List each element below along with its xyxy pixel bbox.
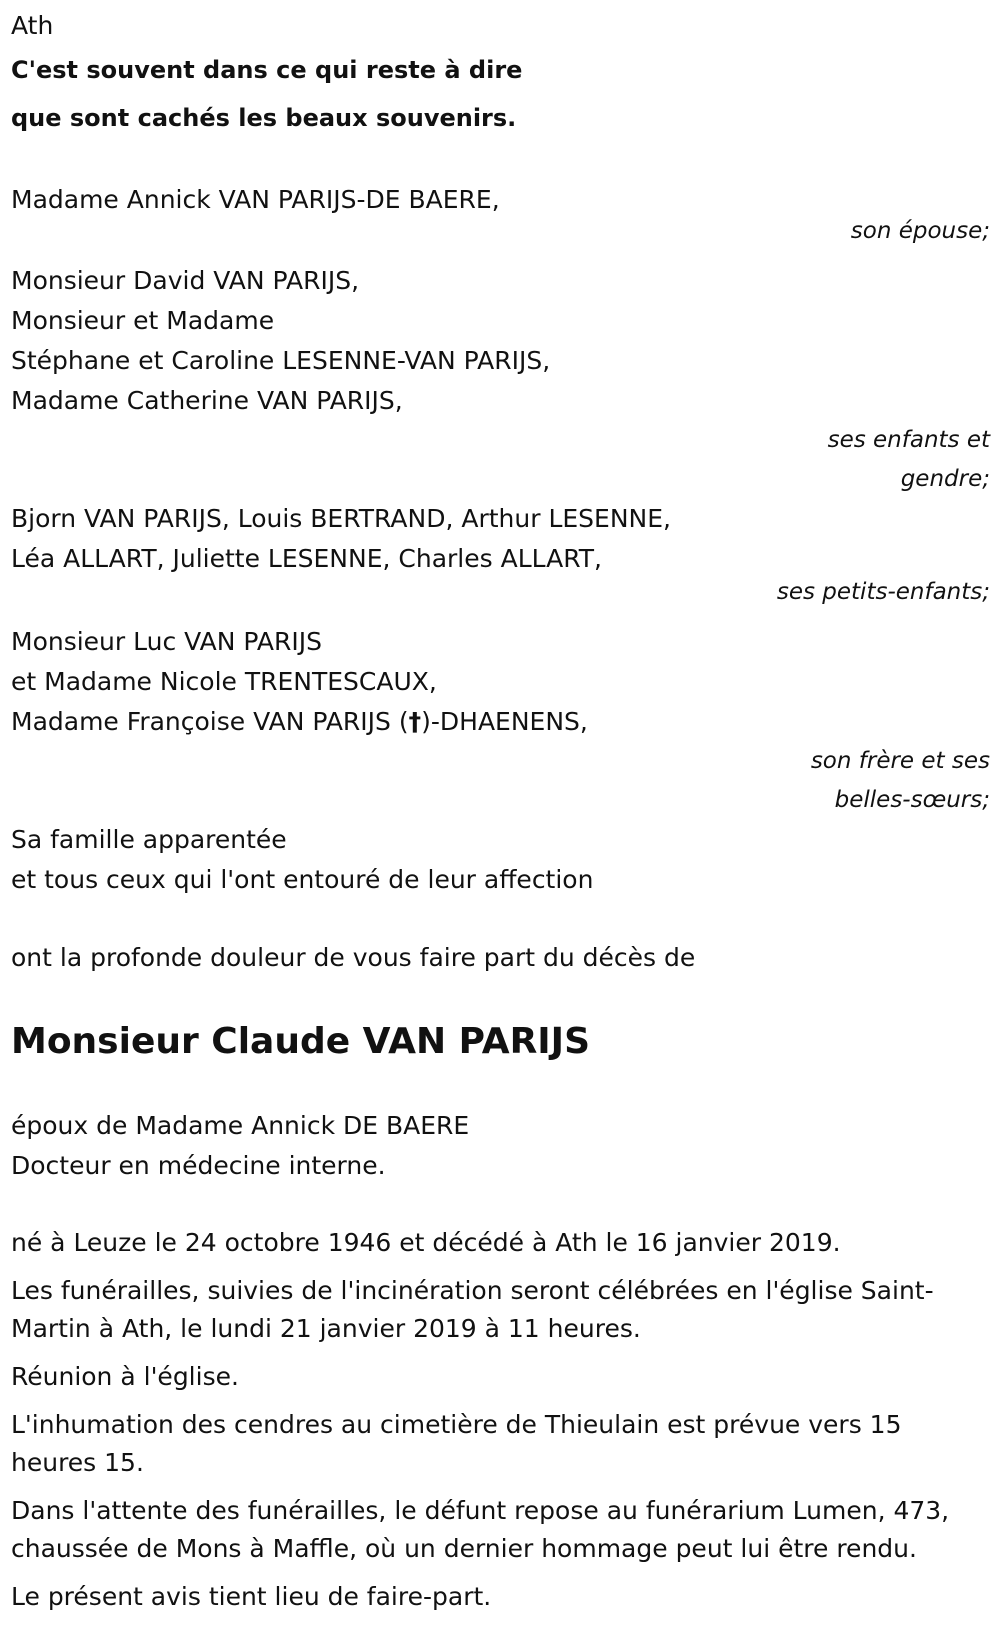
meeting-info: Réunion à l'église. — [11, 1362, 239, 1391]
grandchild-names: Bjorn VAN PARIJS, Louis BERTRAND, Arthur LESENNE, — [11, 504, 671, 533]
notice-statement: Le présent avis tient lieu de faire-part. — [11, 1582, 492, 1611]
sibling-name: Monsieur Luc VAN PARIJS — [11, 627, 322, 656]
siblings-block — [11, 622, 990, 820]
details-block — [11, 1224, 990, 1616]
burial-info: L'inhumation des cendres au cimetière de Thieulain est prévue vers 15 heures 15. — [11, 1410, 902, 1477]
deceased-profession: Docteur en médecine interne. — [11, 1151, 386, 1180]
quote-line-1: C'est souvent dans ce qui reste à dire — [11, 56, 523, 84]
spouse-role: son épouse; — [850, 218, 990, 244]
birth-death-dates: né à Leuze le 24 octobre 1946 et décédé à Ath le 16 janvier 2019. — [11, 1228, 841, 1257]
sibling-name-part: Madame Françoise VAN PARIJS ( — [11, 707, 409, 736]
quote-line-2: que sont cachés les beaux souvenirs. — [11, 104, 517, 132]
children-role-line-2: gendre; — [900, 466, 990, 492]
sibling-name-part: )-DHAENENS, — [421, 707, 588, 736]
relatives-block — [11, 820, 990, 900]
siblings-role-line-2: belles-sœurs; — [834, 787, 990, 813]
grandchild-names: Léa ALLART, Juliette LESENNE, Charles ALLART, — [11, 544, 602, 573]
children-block — [11, 261, 990, 499]
town-name: Ath — [11, 11, 54, 40]
sibling-name-deceased — [11, 702, 990, 742]
child-name: Monsieur et Madame — [11, 306, 275, 335]
funeral-info: Les funérailles, suivies de l'incinération seront célébrées en l'église Saint-Martin à Ath, le lundi 21 janvier 2019 à 11 heures. — [11, 1276, 934, 1343]
visitation-info: Dans l'attente des funérailles, le défunt repose au funérarium Lumen, 473, chaussée de Mons à Maffle, où un dernier hommage peut lui être rendu. — [11, 1496, 950, 1563]
announcement: ont la profonde douleur de vous faire part du décès de — [11, 943, 696, 972]
child-name: Monsieur David VAN PARIJS, — [11, 266, 360, 295]
deceased-spouse: époux de Madame Annick DE BAERE — [11, 1111, 470, 1140]
grandchildren-block — [11, 499, 990, 612]
deceased-name: Monsieur Claude VAN PARIJS — [11, 1021, 591, 1062]
cross-icon: † — [408, 707, 422, 736]
sibling-name: et Madame Nicole TRENTESCAUX, — [11, 667, 437, 696]
children-role-line-1: ses enfants et — [827, 427, 990, 453]
child-name: Madame Catherine VAN PARIJS, — [11, 386, 403, 415]
spouse-block — [11, 180, 990, 251]
relatives-line: Sa famille apparentée — [11, 825, 287, 854]
relatives-line: et tous ceux qui l'ont entouré de leur affection — [11, 865, 594, 894]
grandchildren-role: ses petits-enfants; — [776, 579, 990, 605]
siblings-role-line-1: son frère et ses — [810, 748, 990, 774]
child-name: Stéphane et Caroline LESENNE-VAN PARIJS, — [11, 346, 551, 375]
spouse-name: Madame Annick VAN PARIJS-DE BAERE, — [11, 185, 500, 214]
